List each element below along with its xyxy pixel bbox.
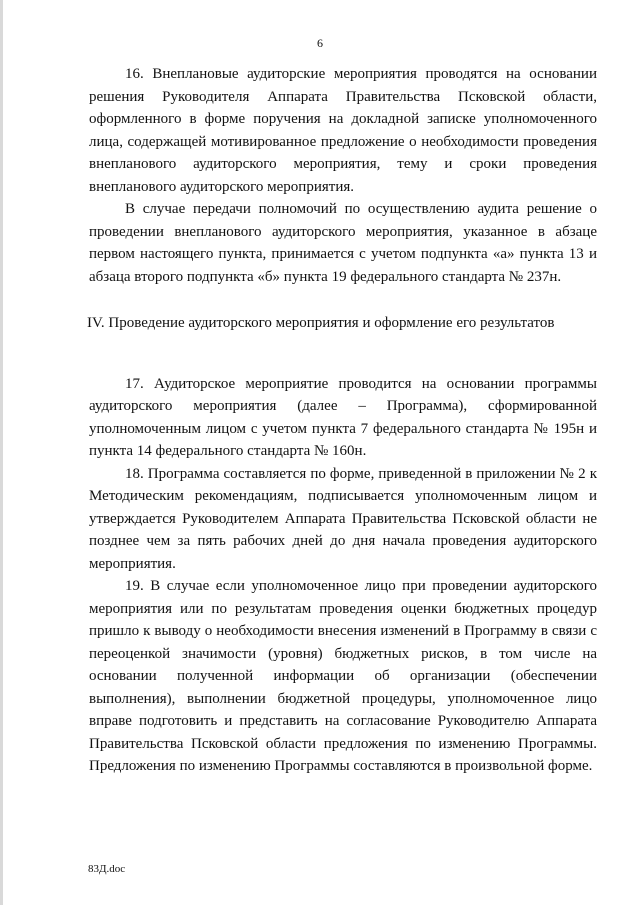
paragraph-18: 18. Программа составляется по форме, приведенной в приложении № 2 к Методическим рекомендациям, подписывается уполномоченным лицом и утверждается Руководителем Аппарата Правительства Псковской области не позднее чем за пять рабочих дней до дня начала проведения аудиторского мероприятия. (89, 465, 597, 572)
footer-filename: 83Д.doc (88, 863, 126, 875)
paragraph-16: 16. Внеплановые аудиторские мероприятия проводятся на основании решения Руководителя Аппарата Правительства Псковской области, оформленного в форме поручения на докладной записке уполномоченного лица, содержащей мотивированное предложение о необходимости проведения внепланового аудиторского мероприятия, тему и сроки проведения внепланового аудиторского мероприятия. (89, 66, 597, 195)
page-number: 6 (317, 36, 323, 50)
paragraph-17: 17. Аудиторское мероприятие проводится на основании программы аудиторского мероприятия (далее – Программа), сформированной уполномоченным лицом с учетом пункта 7 федерального стандарта № 195н и пункта 14 федерального стандарта № 160н. (89, 375, 597, 459)
paragraph-16-delegation: В случае передачи полномочий по осуществлению аудита решение о проведении внепланового аудиторского мероприятия, указанное в абзаце первом настоящего пункта, принимается с учетом подпункта «а» пункта 13 и абзаца второго подпункта «б» пункта 19 федерального стандарта № 237н. (89, 201, 597, 285)
section-iv-heading: IV. Проведение аудиторского мероприятия и оформление его результатов (87, 315, 555, 331)
scan-edge (0, 0, 3, 905)
paragraph-19: 19. В случае если уполномоченное лицо при проведении аудиторского мероприятия или по результатам проведения оценки бюджетных процедур пришло к выводу о необходимости внесения изменений в Программу в связи с переоценкой значимости (уровня) бюджетных рисков, в том числе на основании полученной информации об организации (обеспечении выполнения), выполнении бюджетной процедуры, уполномоченное лицо вправе подготовить и представить на согласование Руководителю Аппарата Правительства Псковской области предложения по изменению Программы. Предложения по изменению Программы составляются в произвольной форме. (89, 578, 597, 774)
document-body (89, 63, 597, 778)
